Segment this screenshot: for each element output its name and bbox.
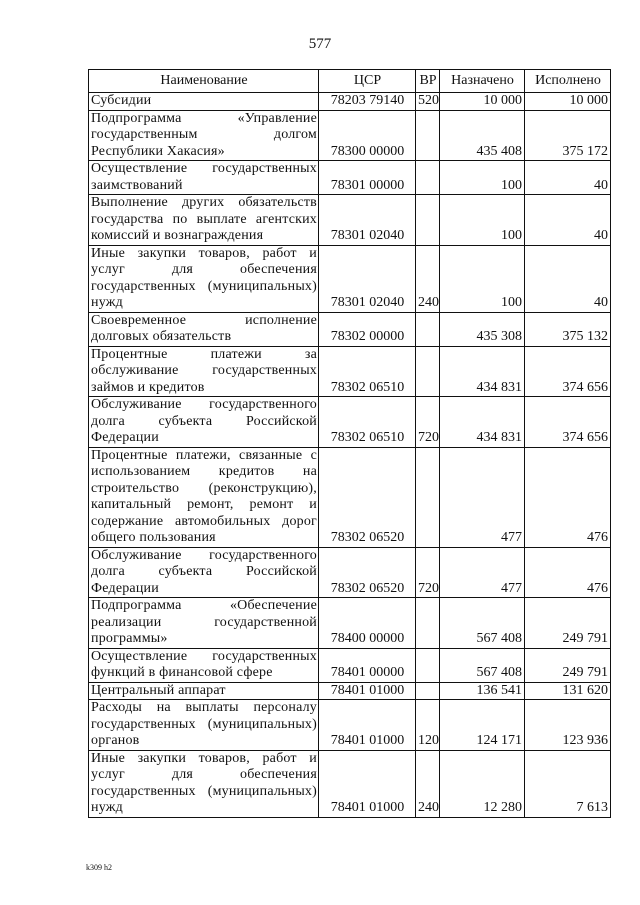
row-planned: 567 408 (440, 648, 525, 682)
row-name: Процентные платежи за обслуживание государственных займов и кредитов (89, 346, 319, 397)
row-name: Центральный аппарат (89, 682, 319, 700)
table-row (89, 750, 611, 817)
row-name: Выполнение других обязательств государства по выплате агентских комиссий и вознаграждения (89, 195, 319, 246)
table-row (89, 598, 611, 649)
row-vr (416, 447, 440, 547)
row-csr: 78301 00000 (319, 161, 416, 195)
row-planned: 567 408 (440, 598, 525, 649)
row-name: Расходы на выплаты персоналу государственных (муниципальных) органов (89, 700, 319, 751)
row-planned: 12 280 (440, 750, 525, 817)
row-planned: 100 (440, 195, 525, 246)
row-csr: 78300 00000 (319, 110, 416, 161)
row-vr (416, 312, 440, 346)
row-vr: 240 (416, 750, 440, 817)
row-vr: 720 (416, 397, 440, 448)
row-vr: 120 (416, 700, 440, 751)
row-name: Подпрограмма «Управление государственным долгом Республики Хакасия» (89, 110, 319, 161)
row-csr: 78302 00000 (319, 312, 416, 346)
row-planned: 435 308 (440, 312, 525, 346)
row-planned: 434 831 (440, 346, 525, 397)
row-vr (416, 346, 440, 397)
row-name: Своевременное исполнение долговых обязательств (89, 312, 319, 346)
table-row (89, 682, 611, 700)
row-planned: 100 (440, 161, 525, 195)
row-vr: 240 (416, 245, 440, 312)
header-csr: ЦСР (319, 70, 416, 93)
row-csr: 78400 00000 (319, 598, 416, 649)
row-name: Обслуживание государственного долга субъекта Российской Федерации (89, 397, 319, 448)
table-row (89, 161, 611, 195)
header-vr: ВР (416, 70, 440, 93)
row-executed: 7 613 (525, 750, 611, 817)
row-executed: 374 656 (525, 397, 611, 448)
row-planned: 100 (440, 245, 525, 312)
header-executed: Исполнено (525, 70, 611, 93)
row-planned: 124 171 (440, 700, 525, 751)
row-planned: 10 000 (440, 93, 525, 111)
row-executed: 375 132 (525, 312, 611, 346)
table-row (89, 700, 611, 751)
row-planned: 434 831 (440, 397, 525, 448)
row-vr (416, 682, 440, 700)
row-executed: 123 936 (525, 700, 611, 751)
row-csr: 78301 02040 (319, 195, 416, 246)
header-name: Наименование (89, 70, 319, 93)
row-csr: 78302 06510 (319, 346, 416, 397)
row-planned: 477 (440, 547, 525, 598)
table-row (89, 245, 611, 312)
row-planned: 477 (440, 447, 525, 547)
table-row (89, 312, 611, 346)
row-vr: 520 (416, 93, 440, 111)
table-header-row (89, 70, 611, 93)
row-executed: 476 (525, 547, 611, 598)
row-vr (416, 648, 440, 682)
row-csr: 78401 01000 (319, 700, 416, 751)
row-vr (416, 161, 440, 195)
row-name: Иные закупки товаров, работ и услуг для обеспечения государственных (муниципальных) нужд (89, 750, 319, 817)
row-executed: 131 620 (525, 682, 611, 700)
row-planned: 136 541 (440, 682, 525, 700)
row-csr: 78401 01000 (319, 750, 416, 817)
row-vr: 720 (416, 547, 440, 598)
table-row (89, 93, 611, 111)
row-vr (416, 598, 440, 649)
table-row (89, 346, 611, 397)
row-executed: 40 (525, 195, 611, 246)
row-name: Иные закупки товаров, работ и услуг для обеспечения государственных (муниципальных) нужд (89, 245, 319, 312)
row-name: Обслуживание государственного долга субъекта Российской Федерации (89, 547, 319, 598)
row-name: Субсидии (89, 93, 319, 111)
page-number: 577 (308, 36, 332, 52)
header-planned: Назначено (440, 70, 525, 93)
table-row (89, 195, 611, 246)
row-csr: 78401 01000 (319, 682, 416, 700)
table-row (89, 547, 611, 598)
row-name: Осуществление государственных заимствований (89, 161, 319, 195)
table-row (89, 110, 611, 161)
row-csr: 78302 06520 (319, 447, 416, 547)
row-executed: 374 656 (525, 346, 611, 397)
row-executed: 40 (525, 245, 611, 312)
row-name: Подпрограмма «Обеспечение реализации государственной программы» (89, 598, 319, 649)
table-row (89, 447, 611, 547)
row-name: Осуществление государственных функций в финансовой сфере (89, 648, 319, 682)
row-executed: 249 791 (525, 648, 611, 682)
row-csr: 78401 00000 (319, 648, 416, 682)
footer-code: k309 h2 (86, 863, 112, 872)
row-vr (416, 110, 440, 161)
row-executed: 10 000 (525, 93, 611, 111)
row-vr (416, 195, 440, 246)
row-name: Процентные платежи, связанные с использованием кредитов на строительство (реконструкцию), капитальный ремонт, ремонт и содержание автомобильных дорог общего пользования (89, 447, 319, 547)
row-csr: 78302 06520 (319, 547, 416, 598)
row-csr: 78302 06510 (319, 397, 416, 448)
table-row (89, 648, 611, 682)
budget-table (88, 69, 611, 818)
table-row (89, 397, 611, 448)
row-csr: 78203 79140 (319, 93, 416, 111)
row-csr: 78301 02040 (319, 245, 416, 312)
row-executed: 476 (525, 447, 611, 547)
row-planned: 435 408 (440, 110, 525, 161)
row-executed: 375 172 (525, 110, 611, 161)
row-executed: 40 (525, 161, 611, 195)
row-executed: 249 791 (525, 598, 611, 649)
